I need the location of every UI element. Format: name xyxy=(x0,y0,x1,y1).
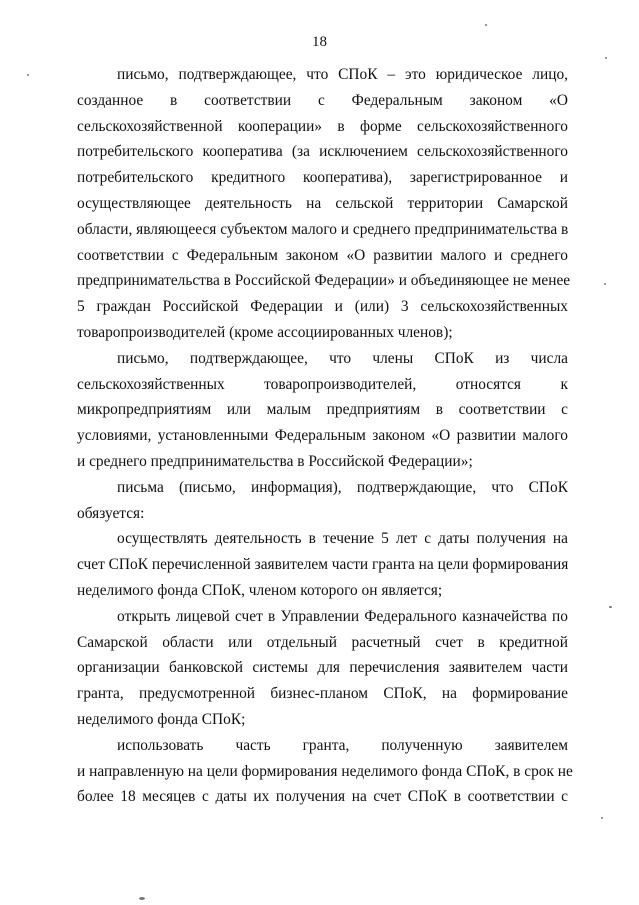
text-line: товаропроизводителей (кроме ассоциированных членов); xyxy=(77,323,453,341)
text-line: неделимого фонда СПоК; xyxy=(77,710,246,728)
text-line: письмо, подтверждающее, что члены СПоК из числа xyxy=(117,349,568,367)
text-line: области, являющееся субъектом малого и среднего предпринимательства в xyxy=(77,220,569,238)
text-line: более 18 месяцев с даты их получения на счет СПоК в соответствии с xyxy=(77,788,568,806)
scan-speck xyxy=(609,606,612,608)
text-line: открыть лицевой счет в Управлении Федерального казначейства по xyxy=(117,607,568,625)
document-body xyxy=(77,62,573,810)
scan-speck xyxy=(605,57,607,59)
text-line: письмо, подтверждающее, что СПоК – это юридическое лицо, xyxy=(117,66,568,83)
text-line: организации банковской системы для перечисления заявителем части xyxy=(77,659,568,677)
text-line: Самарской области или отдельный расчетный счет в кредитной xyxy=(77,633,568,651)
text-line: условиями, установленными Федеральным законом «О развитии малого xyxy=(77,427,568,445)
text-line: сельскохозяйственных товаропроизводителей, относятся к xyxy=(77,375,568,393)
paragraph-obligation-open-account xyxy=(77,604,568,733)
text-line: неделимого фонда СПоК, членом которого он является; xyxy=(77,581,443,599)
text-line: потребительского кредитного кооператива), зарегистрированное и xyxy=(77,169,568,187)
text-line: предпринимательства в Российской Федерации» и объединяющее не менее xyxy=(77,272,571,290)
paragraph-spok-obligations-intro xyxy=(77,475,568,527)
scan-speck xyxy=(601,817,603,819)
text-line: сельскохозяйственной кооперации» в форме сельскохозяйственного xyxy=(77,117,568,135)
text-line: и направленную на цели формирования неделимого фонда СПоК, в срок не xyxy=(77,762,573,780)
text-line: созданное в соответствии с Федеральным законом «О xyxy=(77,91,568,109)
scan-speck xyxy=(27,74,29,76)
paragraph-obligation-5-years xyxy=(77,526,568,603)
text-line: 5 граждан Российской Федерации и (или) 3 сельскохозяйственных xyxy=(77,298,568,316)
paragraph-obligation-use-grant xyxy=(77,733,573,810)
text-line: осуществлять деятельность в течение 5 лет с даты получения на xyxy=(117,530,568,548)
paragraph-spok-legal-entity-letter xyxy=(77,62,571,346)
scan-speck xyxy=(604,283,606,285)
scan-speck xyxy=(485,24,487,26)
text-line: и среднего предпринимательства в Российской Федерации»; xyxy=(77,452,473,470)
text-line: использовать часть гранта, полученную заявителем xyxy=(117,736,568,754)
text-line: осуществляющее деятельность на сельской территории Самарской xyxy=(77,194,568,212)
text-line: счет СПоК перечисленной заявителем части гранта на цели формирования xyxy=(77,556,569,574)
scan-speck xyxy=(139,897,145,900)
text-line: обязуется: xyxy=(77,504,145,522)
text-line: гранта, предусмотренной бизнес-планом СПоК, на формирование xyxy=(77,685,568,703)
text-line: письма (письмо, информация), подтверждающие, что СПоК xyxy=(117,478,568,496)
text-line: потребительского кооператива (за исключением сельскохозяйственного xyxy=(77,143,568,161)
page-number: 18 xyxy=(312,34,327,50)
paragraph-spok-members-letter xyxy=(77,346,568,475)
text-line: микропредприятиям или малым предприятиям в соответствии с xyxy=(77,401,568,419)
text-line: соответствии с Федеральным законом «О развитии малого и среднего xyxy=(77,246,568,264)
